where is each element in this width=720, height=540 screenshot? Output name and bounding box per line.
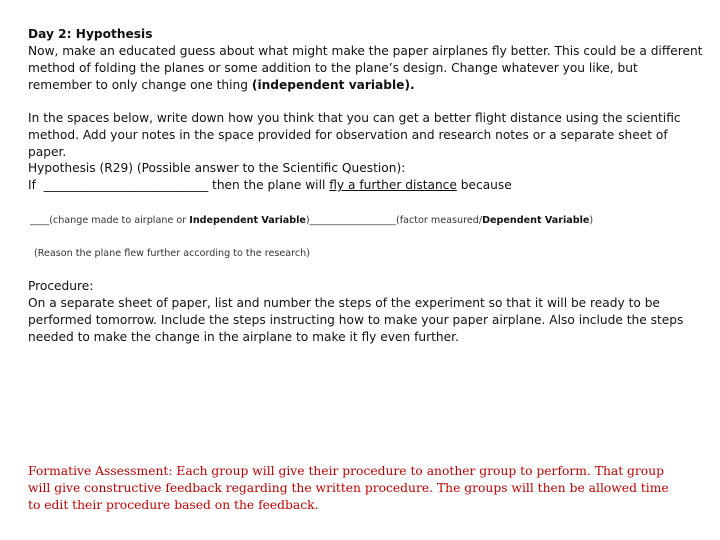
dependent-variable-label: Dependent Variable: [482, 215, 590, 226]
formative-assessment: Formative Assessment: Each group will give their procedure to another group to perform. That group will give constructive feedback regarding the written procedure. The groups will then be allowed time to edit their procedure based on the feedback.: [28, 464, 669, 512]
template-part1-post: ): [305, 215, 310, 226]
day-title: Day 2: Hypothesis: [28, 27, 153, 41]
reason-template: (Reason the plane flew further according to the research): [34, 248, 310, 259]
hypothesis-heading: Hypothesis (R29) (Possible answer to the Scientific Question):: [28, 161, 406, 175]
then-text: then the plane will: [212, 178, 326, 192]
template-part2-post: ): [589, 215, 594, 226]
variable-template-line: [30, 215, 593, 227]
template-blank-2: __________________: [309, 215, 396, 226]
hypothesis-sentence: [28, 177, 704, 194]
independent-variable-label: Independent Variable: [189, 215, 306, 226]
if-label: If: [28, 178, 36, 192]
template-part2-pre: (factor measured/: [396, 215, 483, 226]
fly-further-text: fly a further distance: [329, 178, 457, 192]
template-blank-1: ____: [30, 215, 50, 226]
procedure-heading: Procedure:: [28, 279, 94, 293]
template-part1-pre: (change made to airplane or: [49, 215, 190, 226]
intro-paragraph: [28, 43, 704, 94]
intro-text: Now, make an educated guess about what might make the paper airplanes fly better. This could be a different method of folding the planes or some addition to the plane’s design. Change whatever you like, but remember to only change one thing: [28, 44, 703, 92]
procedure-text: On a separate sheet of paper, list and number the steps of the experiment so that it will be ready to be performed tomorrow. Include the steps instructing how to make your paper airplane. Also include the steps needed to make the change in the airplane to make it fly even further.: [28, 296, 684, 344]
independent-variable-note: (independent variable).: [251, 78, 415, 92]
hypothesis-blank: ___________________________: [43, 178, 209, 192]
because-text: because: [460, 178, 512, 192]
spaces-paragraph: In the spaces below, write down how you think that you can get a better flight distance using the scientific method. Add your notes in the space provided for observation and research notes or a separate sheet of paper.: [28, 111, 681, 159]
